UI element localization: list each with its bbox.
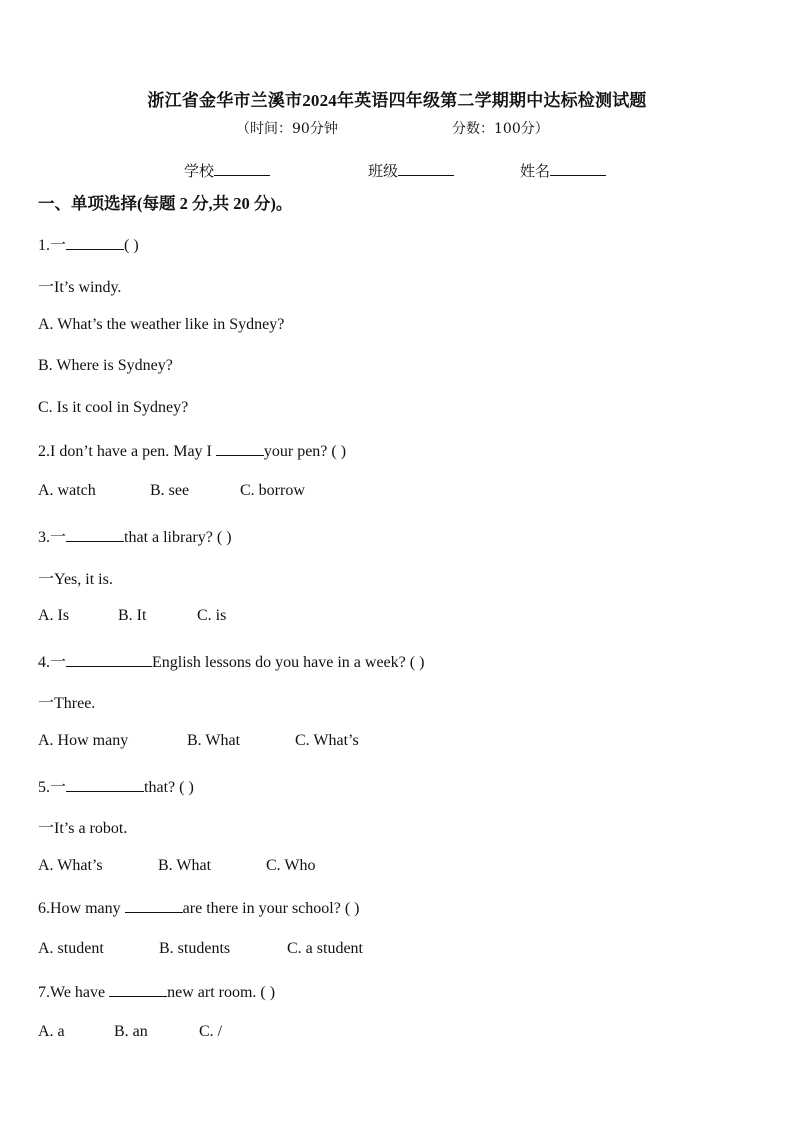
option-c: C. What’s bbox=[295, 732, 359, 749]
option-b: B. Where is Sydney? bbox=[38, 357, 173, 374]
exam-score: 分数：100分） bbox=[452, 121, 549, 137]
stem-prefix: 6.How many bbox=[38, 900, 125, 917]
options-row bbox=[38, 732, 359, 750]
question-response: 一It’s a robot. bbox=[38, 820, 128, 837]
school-blank[interactable] bbox=[214, 161, 270, 176]
question-stem bbox=[38, 774, 194, 797]
question-response: 一Yes, it is. bbox=[38, 571, 113, 588]
option-a: A. student bbox=[38, 940, 104, 957]
stem-suffix: that a library? ( ) bbox=[124, 529, 232, 546]
option-b: B. an bbox=[114, 1023, 148, 1040]
stem-suffix: that? ( ) bbox=[144, 779, 194, 796]
options-row bbox=[38, 1023, 222, 1041]
school-label: 学校 bbox=[184, 162, 215, 180]
answer-blank[interactable] bbox=[109, 982, 167, 997]
question-response: 一Three. bbox=[38, 695, 96, 712]
option-a: A. What’s the weather like in Sydney? bbox=[38, 316, 285, 333]
option-a: A. a bbox=[38, 1023, 65, 1040]
option-a: A. What’s bbox=[38, 857, 103, 874]
class-blank[interactable] bbox=[398, 161, 454, 176]
name-label: 姓名 bbox=[520, 162, 551, 180]
stem-suffix: new art room. ( ) bbox=[167, 984, 276, 1001]
stem-suffix: are there in your school? ( ) bbox=[182, 900, 360, 917]
exam-time: （时间：90分钟 bbox=[236, 121, 338, 137]
options-row bbox=[38, 482, 305, 500]
school-field bbox=[184, 160, 270, 181]
question-stem bbox=[38, 441, 346, 461]
option-b: B. students bbox=[159, 940, 231, 957]
answer-blank[interactable] bbox=[125, 898, 183, 913]
option-b: B. see bbox=[150, 482, 190, 499]
class-label: 班级 bbox=[368, 162, 399, 180]
stem-suffix: ( ) bbox=[124, 237, 139, 254]
option-b: B. It bbox=[118, 607, 147, 624]
question-stem bbox=[38, 524, 232, 547]
stem-prefix: 1.一 bbox=[38, 237, 67, 254]
option-c: C. borrow bbox=[240, 482, 305, 499]
options-row bbox=[38, 940, 363, 958]
name-blank[interactable] bbox=[550, 161, 606, 176]
exam-title: 浙江省金华市兰溪市2024年英语四年级第二学期期中达标检测试题 bbox=[147, 91, 647, 110]
option-a: A. Is bbox=[38, 607, 70, 624]
stem-prefix: 2.I don’t have a pen. May I bbox=[38, 443, 216, 460]
option-c: C. / bbox=[199, 1023, 223, 1040]
option-b: B. What bbox=[187, 732, 241, 749]
option-a: A. How many bbox=[38, 732, 129, 749]
answer-blank[interactable] bbox=[66, 652, 152, 667]
option-c: C. Who bbox=[266, 857, 316, 874]
question-stem bbox=[38, 898, 359, 918]
option-c: C. a student bbox=[287, 940, 363, 957]
answer-blank[interactable] bbox=[216, 441, 264, 456]
stem-suffix: your pen? ( ) bbox=[263, 443, 347, 460]
stem-prefix: 4.一 bbox=[38, 654, 67, 671]
stem-prefix: 5.一 bbox=[38, 779, 67, 796]
name-field bbox=[520, 160, 606, 181]
stem-prefix: 3.一 bbox=[38, 529, 67, 546]
option-a: A. watch bbox=[38, 482, 96, 499]
answer-blank[interactable] bbox=[66, 527, 124, 542]
option-c: C. Is it cool in Sydney? bbox=[38, 399, 189, 416]
answer-blank[interactable] bbox=[66, 777, 144, 792]
question-response: 一It’s windy. bbox=[38, 279, 122, 296]
question-stem bbox=[38, 232, 139, 255]
stem-prefix: 7.We have bbox=[38, 984, 110, 1001]
class-field bbox=[368, 160, 454, 181]
options-row bbox=[38, 607, 226, 625]
stem-suffix: English lessons do you have in a week? ( ) bbox=[152, 654, 425, 671]
options-row bbox=[38, 857, 315, 875]
section-heading: 一、单项选择(每题 2 分,共 20 分)。 bbox=[38, 194, 293, 213]
option-b: B. What bbox=[158, 857, 212, 874]
option-c: C. is bbox=[197, 607, 227, 624]
answer-blank[interactable] bbox=[66, 235, 124, 250]
question-stem bbox=[38, 982, 275, 1002]
question-stem bbox=[38, 649, 424, 672]
